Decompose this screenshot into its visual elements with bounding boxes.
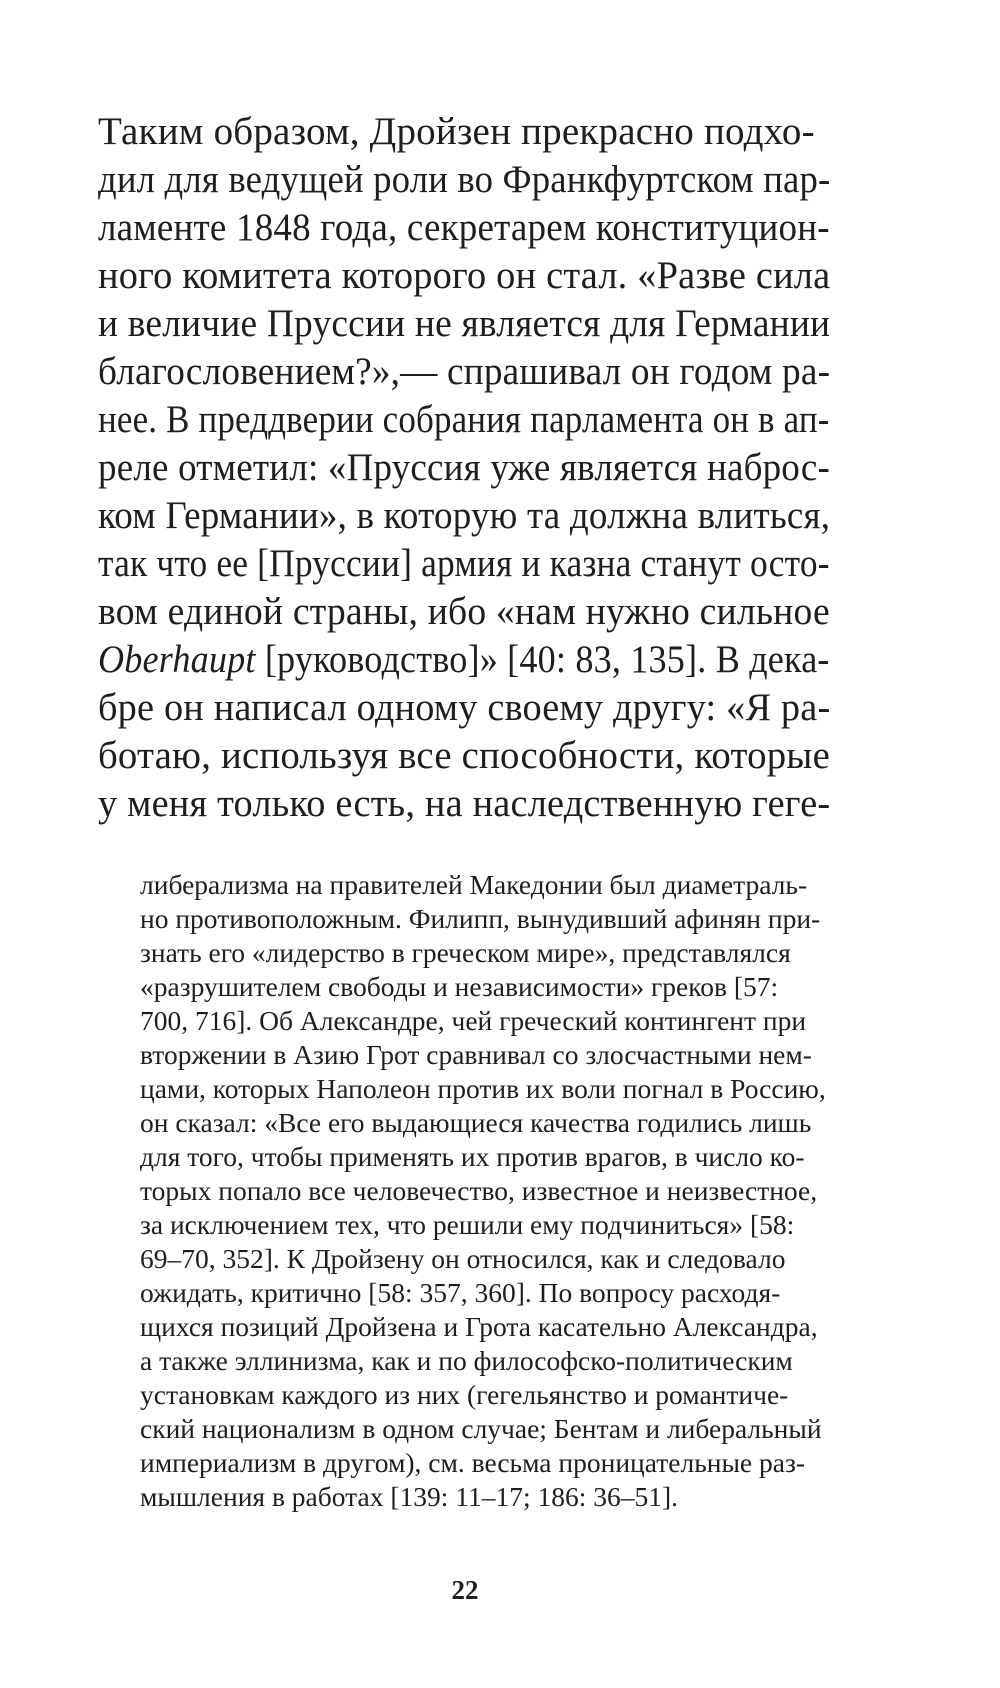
footnote-line: торых попало все человечество, известное и неизвестное, — [140, 1175, 818, 1206]
footnote-line: цами, которых Наполеон против их воли погнал в Россию, — [140, 1073, 826, 1104]
main-text-line: и величие Пруссии не является для Германии — [98, 302, 831, 345]
italic-term: Oberhaupt — [98, 638, 256, 681]
footnote-line: установкам каждого из них (гегельянство и романтиче- — [140, 1379, 789, 1410]
footnote-line: но противоположным. Филипп, вынудивший афинян при- — [140, 903, 821, 934]
page-number: 22 — [451, 1575, 479, 1605]
footnote-line: ожидать, критично [58: 357, 360]. По вопросу расходя- — [140, 1277, 781, 1308]
main-text-line: ботаю, используя все способности, которые — [98, 734, 830, 777]
footnote-line: империализм в другом), см. весьма проницательные раз- — [140, 1447, 805, 1478]
main-text-line: так что ее [Пруссии] армия и казна станут осто- — [98, 542, 830, 585]
main-text-line: дил для ведущей роли во Франкфуртском пар- — [98, 158, 831, 201]
footnote-line: «разрушителем свободы и независимости» греков [57: — [140, 971, 779, 1002]
footnote-line: мышления в работах [139: 11–17; 186: 36–51]. — [140, 1481, 679, 1512]
main-text-line: ком Германии», в которую та должна влиться, — [98, 494, 831, 537]
footnote-line: вторжении в Азию Грот сравнивал со злосчастными нем- — [140, 1039, 812, 1070]
main-text-line: Таким образом, Дройзен прекрасно подхо- — [98, 110, 815, 153]
main-text-line-with-italic — [98, 636, 830, 684]
main-text-line: реле отметил: «Пруссия уже является наброс- — [98, 446, 831, 489]
footnote-line: ский национализм в одном случае; Бентам и либеральный — [140, 1413, 822, 1444]
footnote-line: для того, чтобы применять их против врагов, в число ко- — [140, 1141, 805, 1172]
main-text-line-rest: [руководство]» [40: 83, 135]. В дека- — [264, 638, 830, 681]
main-text-line: вом единой страны, ибо «нам нужно сильное — [98, 590, 830, 633]
main-text-line: бре он написал одному своему другу: «Я ра- — [98, 686, 831, 729]
footnote-line: щихся позиций Дройзена и Грота касательно Александра, — [140, 1311, 818, 1342]
footnote-line: 69–70, 352]. К Дройзену он относился, как и следовало — [140, 1243, 786, 1274]
footnote-line: за исключением тех, что решили ему подчиниться» [58: — [140, 1209, 795, 1240]
footnote-line: он сказал: «Все его выдающиеся качества годились лишь — [140, 1107, 812, 1138]
footnote-line: либерализма на правителей Македонии был диаметраль- — [140, 869, 808, 900]
main-text-line: ного комитета которого он стал. «Разве сила — [98, 254, 831, 297]
main-text-line: нее. В преддверии собрания парламента он в ап- — [98, 398, 830, 441]
main-text-line: у меня только есть, на наследственную геге- — [98, 782, 831, 825]
footnote-line: а также эллинизма, как и по философско-политическим — [140, 1345, 793, 1376]
footnote-line: знать его «лидерство в греческом мире», представлялся — [140, 937, 791, 968]
footnote-line: 700, 716]. Об Александре, чей греческий контингент при — [140, 1005, 807, 1036]
main-text-line: благословением?»,— спрашивал он годом ра- — [98, 350, 831, 393]
main-text-line: ламенте 1848 года, секретарем конституцион- — [98, 206, 830, 249]
